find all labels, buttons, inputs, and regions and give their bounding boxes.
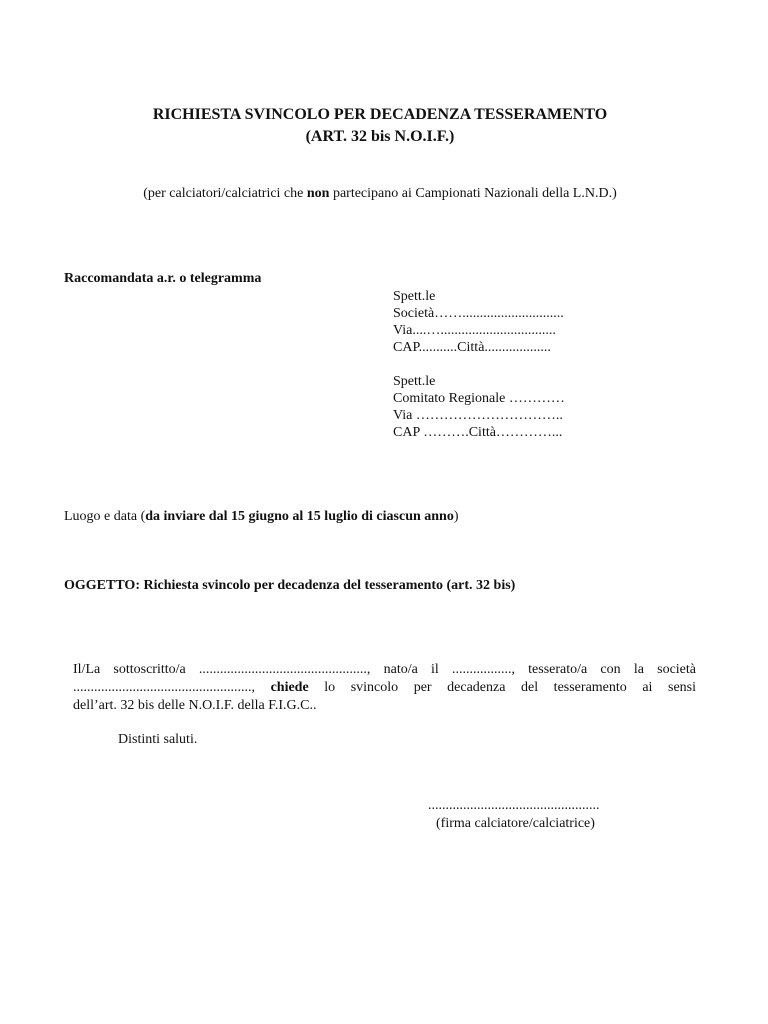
committee-cap-city-field: CAP ……….Città…………... [393,425,563,440]
recipient-society-block [393,288,564,356]
committee-salutation: Spett.le [393,374,436,389]
place-date-note: da inviare dal 15 giugno al 15 luglio di ciascun anno [145,509,454,524]
paragraph-line-1: Il/La sottoscritto/a ................................................, nato/a il ................., tesserato/a con la società [73,662,696,677]
paragraph-line-2-before: ..................................................., [73,680,271,695]
society-street-field: Via....…................................. [393,323,556,338]
place-date-label: Luogo e data ( [64,509,146,524]
closing-greeting: Distinti saluti. [118,732,198,747]
subject-line: OGGETTO: Richiesta svincolo per decadenza del tesseramento (art. 32 bis) [64,578,516,593]
society-name-field: Società……............................. [393,306,564,321]
document-title-article: (ART. 32 bis N.O.I.F.) [305,128,455,145]
paragraph-line-2 [73,679,696,697]
paragraph-line-2-after: lo svincolo per decadenza del tesseramento ai sensi [308,680,697,695]
committee-name-field: Comitato Regionale ………… [393,391,565,406]
paragraph-line-3: dell’art. 32 bis delle N.O.I.F. della F.I.G.C.. [73,698,317,713]
document-title: RICHIESTA SVINCOLO PER DECADENZA TESSERAMENTO [152,106,608,123]
recipient-committee-block [393,373,565,441]
subtitle-after: partecipano ai Campionati Nazionali della L.N.D.) [329,186,617,201]
delivery-method: Raccomandata a.r. o telegramma [64,271,262,286]
society-cap-city-field: CAP...........Città................... [393,340,551,355]
paragraph-line-2-bold: chiede [270,680,309,695]
society-salutation: Spett.le [393,289,436,304]
signature-line: ................................................. [428,798,600,813]
document-subtitle [0,186,760,202]
request-paragraph [73,661,696,715]
signature-label: (firma calciatore/calciatrice) [436,816,595,831]
subtitle-before: (per calciatori/calciatrici che [143,186,307,201]
place-date-line [64,509,459,525]
committee-street-field: Via ………………………….. [393,408,563,423]
subtitle-bold: non [306,186,330,201]
place-date-close: ) [453,509,459,524]
